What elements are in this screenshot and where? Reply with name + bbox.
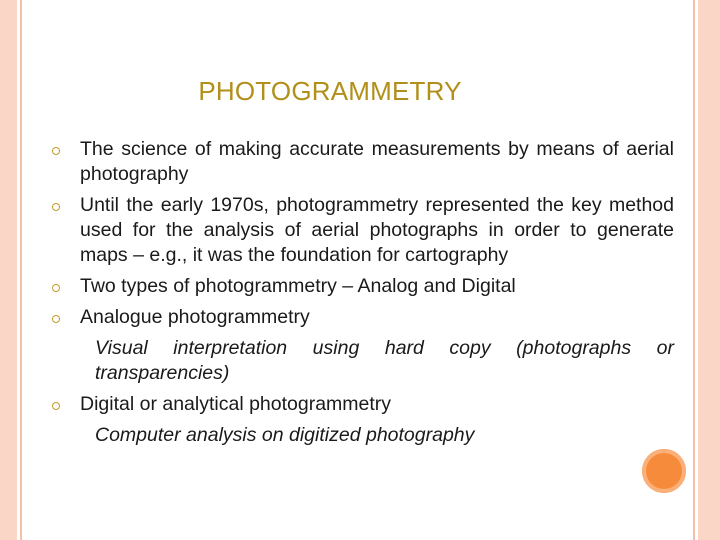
bullet-marker-icon	[52, 402, 60, 410]
bullet-item	[52, 137, 674, 187]
bullet-item	[52, 392, 674, 417]
bullet-text: The science of making accurate measurements by means of aerial photography	[80, 138, 674, 185]
right-border-line	[693, 0, 695, 540]
bullet-text: Until the early 1970s, photogrammetry represented the key method used for the analysis of aerial photographs in order to generate maps – e.g., it was the foundation for cartography	[80, 194, 674, 266]
bullet-list	[52, 137, 674, 448]
bullet-marker-icon	[52, 315, 60, 323]
slide-title: PHOTOGRAMMETRY	[198, 76, 462, 106]
bullet-item	[52, 193, 674, 268]
bullet-item	[52, 274, 674, 299]
decorative-orange-dot	[642, 449, 686, 493]
right-border-band	[698, 0, 720, 540]
bullet-text: Digital or analytical photogrammetry	[80, 393, 392, 415]
bullet-text: Two types of photogrammetry – Analog and Digital	[80, 275, 516, 297]
bullet-marker-icon	[52, 203, 60, 211]
bullet-text: Analogue photogrammetry	[80, 306, 310, 328]
sub-item-text: Visual interpretation using hard copy (photographs or transparencies)	[95, 337, 674, 384]
left-border-band	[0, 0, 17, 540]
bullet-item	[52, 305, 674, 330]
bullet-marker-icon	[52, 147, 60, 155]
bullet-marker-icon	[52, 284, 60, 292]
sub-item-text: Computer analysis on digitized photography	[95, 424, 475, 446]
left-border-line	[20, 0, 22, 540]
